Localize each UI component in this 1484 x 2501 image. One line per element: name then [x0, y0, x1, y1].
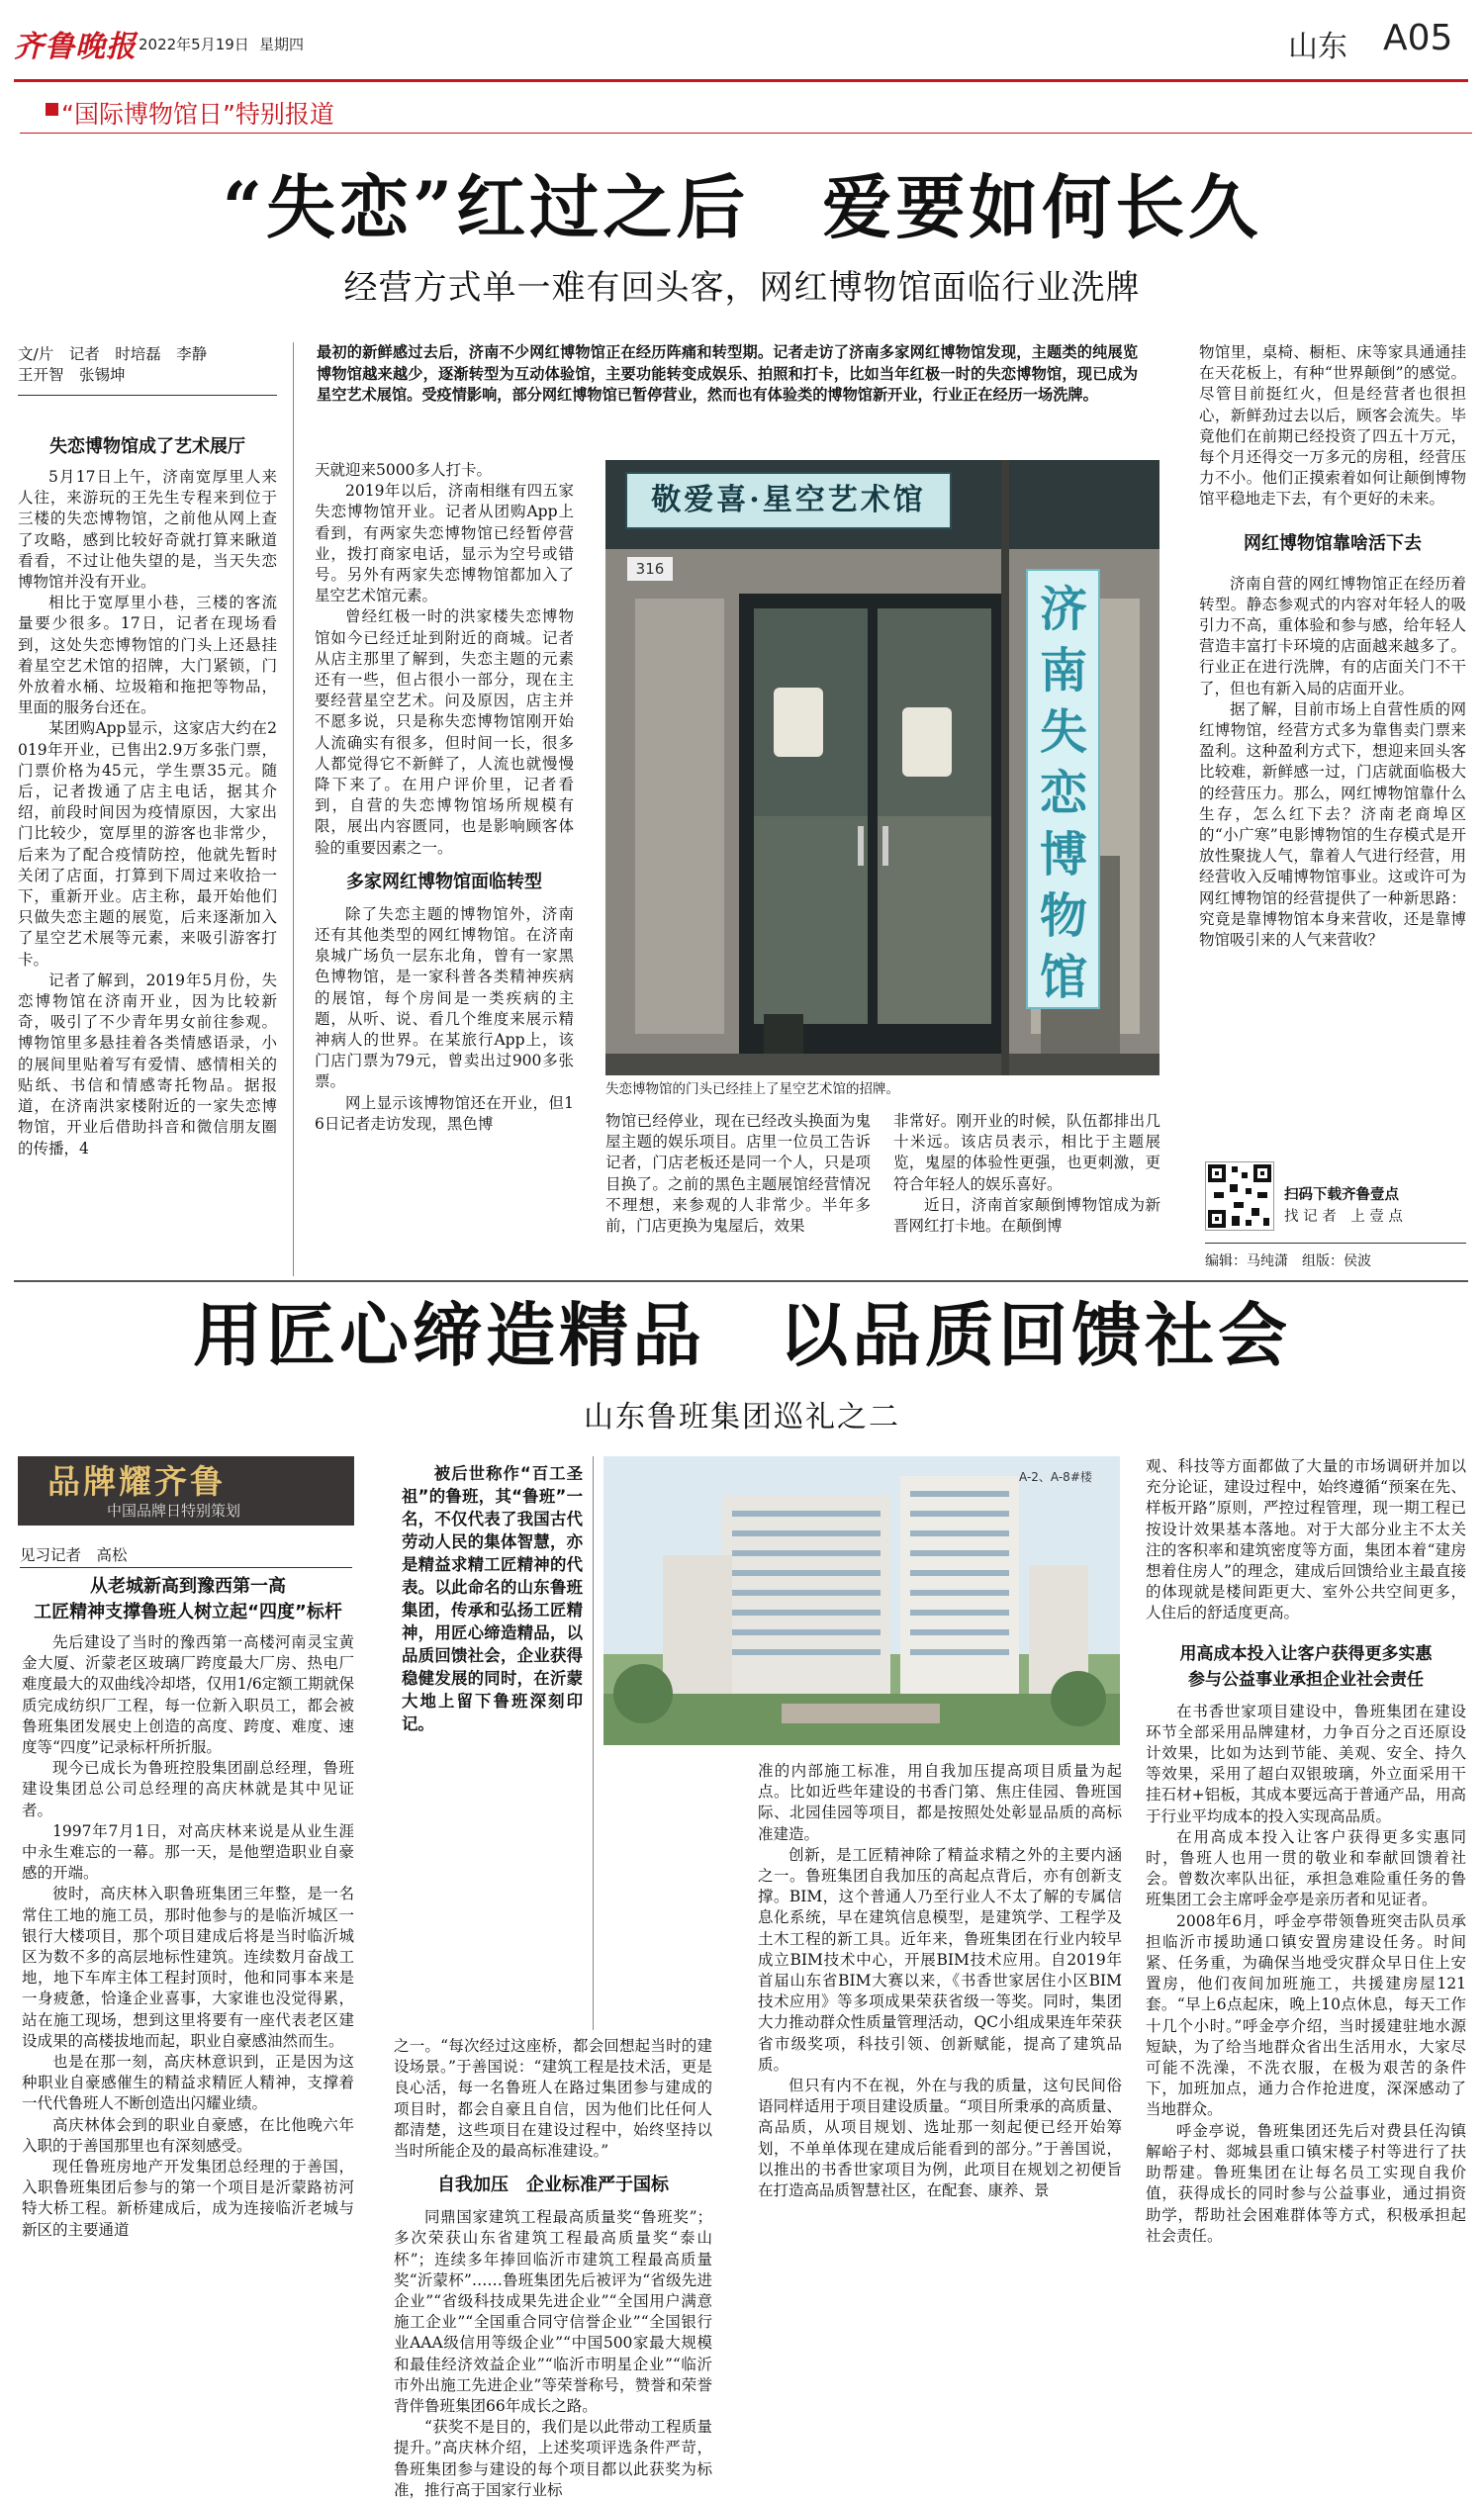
article1-headline: “失恋”红过之后 爱要如何长久 [222, 166, 1262, 248]
page-number: A05 [1383, 18, 1453, 58]
subheading-cost-a: 用高成本投入让客户获得更多实惠 [1179, 1643, 1433, 1664]
door-number-plate: 316 [627, 557, 673, 581]
quote-text: 被后世称作“百工圣祖”的鲁班，其“鲁班”一名，不仅代表了我国古代劳动人民的集体智慧，亦是精益求精工匠精神的代表。以此命名的山东鲁班集团，传承和弘扬工匠精神，用匠心缔造精品，以品质回馈社会，企业获得稳健发展的同时，在沂蒙大地上留下鲁班深刻印记。 [402, 1464, 583, 1733]
paragraph: 曾经红极一时的洪家楼失恋博物馆如今已经迁址到附近的商城。记者从店主那里了解到，失恋主题的元素还有一些，但占很小一部分，现在主要经营星空艺术。问及原因，店主并不愿多说，只是称失恋博物馆刚开始人流确实有很多，但时间一长，很多人都觉得它不新鲜了，人流也就慢慢降下来了。在用户评价里，记者看到，自营的失恋博物馆场所规模有限，展出内容匮同，也是影响顾客体验的重要因素之一。 [315, 607, 574, 857]
brand-banner-title: 品牌耀齐鲁 [47, 1462, 226, 1501]
subheading-self-pressure: 自我加压 企业标准严于国标 [437, 2175, 669, 2196]
subheading-four-degrees-b: 工匠精神支撑鲁班人树立起“四度”标杆 [34, 1602, 342, 1622]
col1-body [22, 1632, 354, 2241]
museum-storefront-photo [605, 460, 1159, 1075]
article2-col1 [22, 1575, 354, 2241]
paragraph: 近日，济南首家颠倒博物馆成为新晋网红打卡地。在颠倒博 [893, 1195, 1160, 1236]
article2-headline: 用匠心缔造精品 以品质回馈社会 [193, 1294, 1291, 1376]
column-rule [293, 342, 294, 1276]
paragraph: 1997年7月1日，对高庆林来说是从业生涯中永生难忘的一幕。那一天，是他塑造职业自豪感的开端。 [22, 1821, 354, 1883]
paragraph: 观、科技等方面都做了大量的市场调研并加以充分论证，建设过程中，始终遵循“预案在先、样板开路”原则，严控过程管理，现一期工程已按设计效果基本落地。对于大部分业主不太关注的客积率和建筑密度等方面，集团本着“建房想着住房人”的理念，建成后回馈给业主最直接的体现就是楼间距更大、室外公共空间更多，人住后的舒适度更高。 [1146, 1457, 1466, 1622]
subheading-survival: 网红博物馆靠啥活下去 [1244, 532, 1422, 554]
byline2-rule [20, 1567, 352, 1568]
editor-credit: 编辑：马纯潇 组版：侯波 [1205, 1253, 1371, 1269]
section-name: 山东 [1288, 30, 1347, 64]
special-report-label: “国际博物馆日”特别报道 [61, 100, 334, 129]
masthead-logo: 齐鲁晚报 [14, 30, 137, 64]
col2-body-a [394, 2036, 712, 2162]
article2-col3 [758, 1761, 1122, 2201]
quote-box [394, 1456, 594, 2030]
article1-subhead: 经营方式单一难有回头客，网红博物馆面临行业洗牌 [343, 268, 1141, 308]
paragraph: 在用高成本投入让客户获得更多实惠同时，鲁班人也用一贯的敬业和奉献回馈着社会。曾数次率队出征，承担急难险重任务的鲁班集团工会主席呼金亭是亲历者和见证者。 [1146, 1827, 1466, 1909]
article1-col3 [605, 1111, 871, 1237]
subheading-breakup-museum: 失恋博物馆成了艺术展厅 [49, 436, 245, 457]
col4-body-a [1146, 1456, 1466, 1624]
editor-rule [1205, 1243, 1466, 1244]
article2-subhead: 山东鲁班集团巡礼之二 [584, 1400, 900, 1435]
paragraph: 现任鲁班房地产开发集团总经理的于善国，入职鲁班集团后参与的第一个项目是沂蒙路祊河特大桥工程。新桥建成后，成为连接临沂老城与新区的主要通道 [22, 2158, 354, 2239]
paragraph: 先后建设了当时的豫西第一高楼河南灵宝黄金大厦、沂蒙老区玻璃厂跨度最大厂房、热电厂难度最大的双曲线冷却塔，仅用1/6定额工期就保质完成纺织厂工程，每一位新入职员工，都会被鲁班集团发展史上创造的高度、跨度、难度、速度等“四度”记录标杆所折服。 [22, 1633, 354, 1757]
paragraph: 除了失恋主题的博物馆外，济南还有其他类型的网红博物馆。在济南泉城广场负一层东北角，曾有一家黑色博物馆，是一家科普各类精神疾病的展馆，每个房间是一类疾病的主题，从听、说、看几个维度来展示精神病人的世界。在某旅行App上，该门店门票为79元，曾卖出过900多张票。 [315, 904, 574, 1091]
subheading-four-degrees-a: 从老城新高到豫西第一高 [90, 1576, 286, 1597]
special-rule [20, 133, 1472, 134]
col2-body-b [315, 904, 574, 1135]
paragraph: 准的内部施工标准，用自我加压提高项目质量为起点。比如近些年建设的书香门第、焦庄佳园、鲁班国际、北园佳园等项目，都是按照处处彰显品质的高标准建造。 [758, 1762, 1122, 1843]
paragraph: 物馆里，桌椅、橱柜、床等家具通通挂在天花板上，有种“世界颠倒”的感觉。尽管目前挺红火，但是经营者也很担心，新鲜劲过去以后，顾客会流失。毕竟他们在前期已经投资了四五十万元，每个月还得交一万多元的房租，经营压力不小。他们正摸索着如何让颠倒博物馆平稳地走下去，有个更好的未来。 [1199, 343, 1466, 509]
article1-col1 [18, 435, 277, 1159]
article2-col4 [1146, 1456, 1466, 2247]
paragraph: 彼时，高庆林入职鲁班集团三年整，是一名常住工地的施工员，那时他参与的是临沂城区一银行大楼项目，那个项目建成后将是当时临沂城区为数不多的高层地标性建筑。连续数月奋战工地，地下车库主体工程封顶时，他和同事本来是一身疲惫，恰逢企业喜事，大家谁也没觉得累，站在施工现场，想到这里将要有一座代表老区建设成果的高楼拔地而起，职业自豪感油然而生。 [22, 1885, 354, 2050]
paragraph: 高庆林体会到的职业自豪感，在比他晚六年入职的于善国那里也有深刻感受。 [22, 2115, 354, 2155]
article1-byline [18, 344, 277, 386]
paragraph: 2008年6月，呼金亭带领鲁班突击队员承担临沂市援助通口镇安置房建设任务。时间紧、任务重，为确保当地受灾群众早日住上安置房，他们夜间加班施工，共援建房屋121套。“早上6点起床，晚上10点休息，每天工作十几个小时。”呼金亭介绍，当时援建驻地水源短缺，为了给当地群众省出生活用水，大家尽可能不洗澡，不洗衣服，在极为艰苦的条件下，加班加点，通力合作抢进度，深深感动了当地群众。 [1146, 1911, 1466, 2119]
paragraph: 但只有内不在视，外在与我的质量，这句民间俗语同样适用于项目建设质量。“项目所秉承的高质量、高品质，从项目规划、选址那一刻起便已经开始筹划，不单单体现在建成后能看到的部分。”于善国说，以推出的书香世家项目为例，此项目在规划之初便旨在打造高品质智慧社区，在配套、康养、景 [758, 2077, 1122, 2200]
col1-body [18, 467, 277, 1159]
paragraph: 网上显示该博物馆还在开业，但16日记者走访发现，黑色博 [315, 1093, 574, 1133]
qr-label-reporter: 找 记 者 上 壹 点 [1284, 1209, 1403, 1225]
paragraph: 5月17日上午，济南宽厚里人来人往，来游玩的王先生专程来到位于三楼的失恋博物馆，之前他从网上查了攻略，感到比较好奇就打算来瞅道看看，不过让他失望的是，当天失恋博物馆并没有开业。 [18, 468, 277, 592]
issue-weekday: 星期四 [259, 36, 305, 53]
article1-col5 [1199, 342, 1466, 951]
special-marker [46, 103, 58, 116]
photo-caption: 失恋博物馆的门头已经挂上了星空艺术馆的招牌。 [605, 1081, 899, 1097]
paragraph: 之一。“每次经过这座桥，都会回想起当时的建设场景。”于善国说：“建筑工程是技术活，更是良心活，每一名鲁班人在路过集团参与建成的项目时，都会自豪且自信，因为他们比任何人都清楚，这些项目在建设过程中，始终坚持以当时所能企及的最高标准建设。” [394, 2037, 712, 2161]
paragraph: 记者了解到，2019年5月份，失恋博物馆在济南开业，因为比较新奇，吸引了不少青年男女前往参观。博物馆里多悬挂着各类情感语录，小的展间里贴着写有爱情、感情相关的贴纸、书信和情感寄托物品。据报道，在济南洪家楼附近的一家失恋博物馆，开业后借助抖音和微信朋友圈的传播，4 [18, 971, 277, 1158]
paragraph: 物馆已经停业，现在已经改头换面为鬼屋主题的娱乐项目。店里一位员工告诉记者，门店老板还是同一个人，只是项目换了。之前的黑色主题展馆经营情况不理想，来参观的人非常少。半年多前，门店更换为鬼屋后，效果 [605, 1112, 871, 1236]
paragraph: 在书香世家项目建设中，鲁班集团在建设环节全部采用品牌建材，力争百分之百还原设计效果，比如为达到节能、美观、安全、持久等效果，采用了超白双银玻璃，外立面采用干挂石材+铝板，其成本要远高于普通产品，用高于行业平均成本的投入实现高品质。 [1146, 1702, 1466, 1825]
paragraph: 天就迎来5000多人打卡。 [315, 461, 492, 479]
qr-code[interactable] [1205, 1161, 1274, 1231]
header-rule [14, 79, 1468, 82]
article-divider [14, 1280, 1468, 1282]
issue-date: 2022年5月19日 [139, 36, 249, 53]
building-rendering [603, 1456, 1120, 1745]
vertical-museum-banner-text: 济南失恋博物馆 [1039, 582, 1087, 1005]
byline-rule [18, 395, 277, 396]
paragraph: 同鼎国家建筑工程最高质量奖“鲁班奖”；多次荣获山东省建筑工程最高质量奖“泰山杯”；连续多年捧回临沂市建筑工程最高质量奖“沂蒙杯”……鲁班集团先后被评为“省级先进企业”“省级科技成果先进企业”“全国用户满意施工企业”“全国重合同守信誉企业”“全国银行业AAA级信用等级企业”“中国500家最大规模和最佳经济效益企业”“临沂市明星企业”“临沂市外出施工先进企业”等荣誉称号，赞誉和荣誉背伴鲁班集团66年成长之路。 [394, 2208, 712, 2416]
article2-col2 [394, 2036, 712, 2501]
col2-body-a [315, 460, 574, 859]
byline-line1: 文/片 记者 时培磊 李静 [18, 345, 208, 363]
subheading-cost-b: 参与公益事业承担企业社会责任 [1188, 1669, 1424, 1690]
building-rendering-image [603, 1456, 1120, 1745]
paragraph: 也是在那一刻，高庆林意识到，正是因为这种职业自豪感催生的精益求精匠人精神，支撑着一代代鲁班人不断创造出闪耀业绩。 [22, 2053, 354, 2113]
storefront-sign-text: 敬爱喜·星空艺术馆 [651, 483, 926, 517]
paragraph: 非常好。刚开业的时候，队伍都排出几十米远。该店员表示，相比于主题展览，鬼屋的体验性更强，也更刺激，更符合年轻人的娱乐喜好。 [893, 1112, 1160, 1193]
paragraph: 2019年以后，济南相继有四五家失恋博物馆开业。记者从团购App上看到，有两家失恋博物馆已经暂停营业，拨打商家电话，显示为空号或错号。另外有两家失恋博物馆都加入了星空艺术馆元素。 [315, 482, 574, 605]
paragraph: 某团购App显示，这家店大约在2019年开业，已售出2.9万多张门票，门票价格为45元，学生票35元。随后，记者拨通了店主电话，据其介绍，前段时间因为疫情原因，大家出门比较少，宽厚里的游客也非常少，后来为了配合疫情防控，他就先暂时关闭了店面，打算到下周过来收拾一下，重新开业。店主称，最开始他们只做失恋主题的展览，后来逐渐加入了星空艺术展等元素，来吸引游客打卡。 [18, 719, 277, 969]
paragraph: 呼金亭说，鲁班集团还先后对费县任沟镇解峪子村、郯城县重口镇宋楼子村等进行了扶助帮建。鲁班集团在让每名员工实现自我价值，获得成长的同时参与公益事业，通过捐资助学，帮助社会困难群体等方式，积极承担起社会责任。 [1146, 2121, 1466, 2245]
article1-lead: 最初的新鲜感过去后，济南不少网红博物馆正在经历阵痛和转型期。记者走访了济南多家网红博物馆发现，主题类的纯展览博物馆越来越少，逐渐转型为互动体验馆，主要功能转变成娱乐、拍照和打卡，比如当年红极一时的失恋博物馆，现已成为星空艺术展馆。受疫情影响，部分网红博物馆已暂停营业，然而也有体验类的博物馆新开业，行业正在经历一场洗牌。 [317, 343, 1138, 404]
brand-banner [18, 1456, 354, 1526]
qr-code-icon [1206, 1162, 1273, 1230]
col5-body-a [1199, 342, 1466, 510]
col5-body-b [1199, 574, 1466, 952]
article1-col2 [315, 460, 574, 1135]
brand-banner-subtitle: 中国品牌日特别策划 [107, 1502, 241, 1520]
subheading-transformation: 多家网红博物馆面临转型 [346, 871, 542, 892]
paragraph: “获奖不是目的，我们是以此带动工程质量提升。”高庆林介绍，上述奖项评选条件严苛，鲁班集团参与建设的每个项目都以此获奖为标准，推行高于国家行业标 [394, 2418, 712, 2499]
paragraph: 据了解，目前市场上自营性质的网红博物馆，经营方式多为靠售卖门票来盈利。这种盈利方式下，想迎来回头客比较难，新鲜感一过，门店就面临极大的经营压力。那么，网红博物馆靠什么生存，怎么红下去？济南老商埠区的“小广寒”电影博物馆的生存模式是开放性聚拢人气，靠着人气进行经营，用经营收入反哺博物馆事业。这或许可为网红博物馆的经营提供了一种新思路：究竟是靠博物馆本身来营收，还是靠博物馆吸引来的人气来营收？ [1199, 699, 1466, 950]
paragraph: 济南自营的网红博物馆正在经历着转型。静态参观式的内容对年轻人的吸引力不高，重体验和参与感，给年轻人营造丰富打卡环境的店面越来越多了。行业正在进行洗牌，有的店面关门不干了，但也有新入局的店面开业。 [1199, 574, 1466, 697]
col2-body-b [394, 2207, 712, 2501]
col4-body-b [1146, 1702, 1466, 2247]
paragraph: 现今已成长为鲁班控股集团副总经理，鲁班建设集团总公司总经理的高庆林就是其中见证者。 [22, 1759, 354, 1819]
paragraph: 创新，是工匠精神除了精益求精之外的主要内涵之一。鲁班集团自我加压的高起点背后，亦有创新支撑。BIM，这个普通人乃至行业人不太了解的专属信息化系统，早在建筑信息模型，是建筑学、工程学及土木工程的新工具。近年来，鲁班集团在行业内较早成立BIM技术中心，开展BIM技术应用。自2019年首届山东省BIM大赛以来，《书香世家居住小区BIM技术应用》等多项成果荣获省级一等奖。同时，集团大力推动群众性质量管理活动，QC小组成果连年荣获省市级奖项，科技引领、创新赋能，提高了建筑品质。 [758, 1845, 1122, 2074]
paragraph: 相比于宽厚里小巷，三楼的客流量要少很多。17日，记者在现场看到，这处失恋博物馆的门头上还悬挂着星空艺术馆的招牌，大门紧锁，门外放着水桶、垃圾箱和拖把等物品，里面的服务台还在。 [18, 594, 277, 717]
rendering-label: A-2、A-8#楼 [1019, 1470, 1092, 1484]
article1-col4 [893, 1111, 1160, 1237]
article2-byline: 见习记者 高松 [20, 1546, 128, 1564]
byline-line2: 王开智 张锡坤 [18, 366, 126, 384]
qr-label-download: 扫码下载齐鲁壹点 [1284, 1187, 1399, 1203]
